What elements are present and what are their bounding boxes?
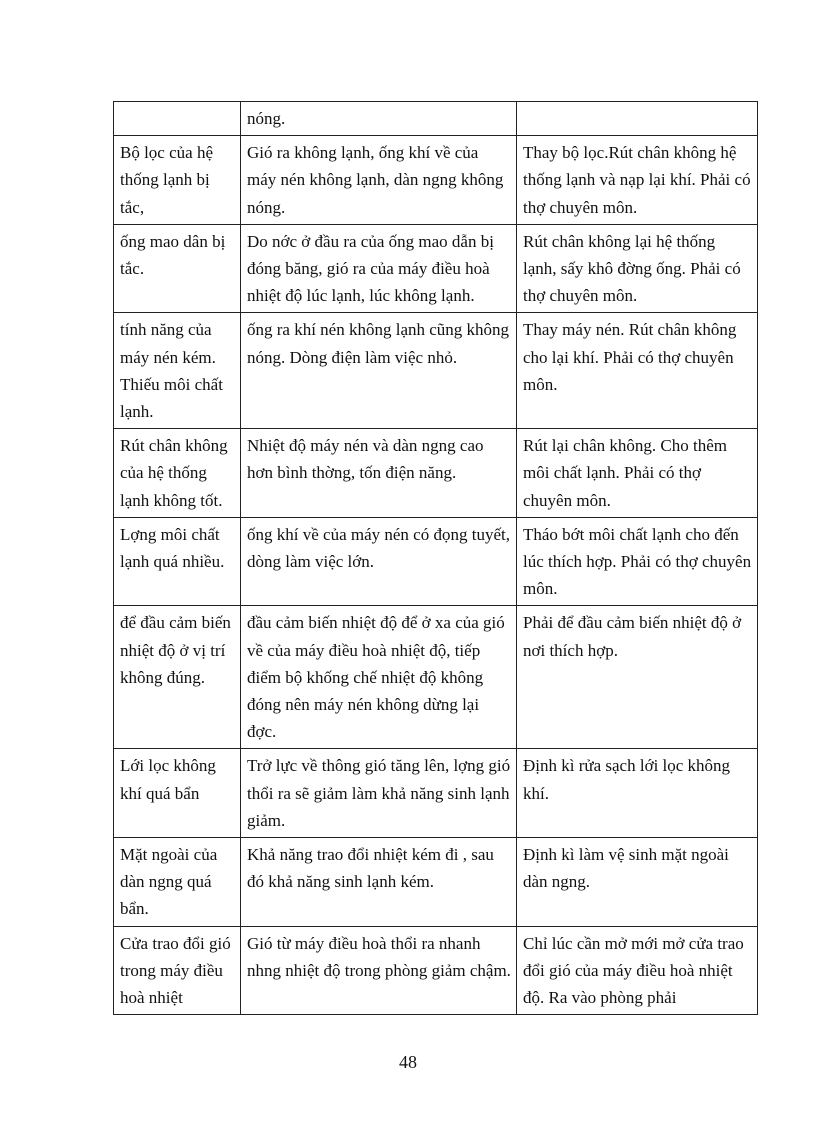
remedy-cell: Phải để đầu cảm biến nhiệt độ ở nơi thích hợp.	[517, 606, 758, 749]
symptom-cell: nóng.	[241, 102, 517, 136]
cause-cell	[114, 102, 241, 136]
table-row	[114, 606, 758, 749]
remedy-cell: Thay bộ lọc.Rút chân không hệ thống lạnh và nạp lại khí. Phải có thợ chuyên môn.	[517, 136, 758, 225]
page-number: 48	[399, 1052, 417, 1072]
remedy-cell	[517, 102, 758, 136]
cause-cell: Lợng môi chất lạnh quá nhiều.	[114, 517, 241, 606]
remedy-cell: Định kì làm vệ sinh mặt ngoài dàn ngng.	[517, 838, 758, 927]
cause-cell: Rút chân không của hệ thống lạnh không tốt.	[114, 429, 241, 518]
table-row	[114, 136, 758, 225]
remedy-cell: Định kì rửa sạch lới lọc không khí.	[517, 749, 758, 838]
symptom-cell: Gió ra không lạnh, ống khí về của máy nén không lạnh, dàn ngng không nóng.	[241, 136, 517, 225]
table-row	[114, 313, 758, 429]
cause-cell: Mặt ngoài của dàn ngng quá bẩn.	[114, 838, 241, 927]
symptom-cell: Khả năng trao đổi nhiệt kém đi , sau đó khả năng sinh lạnh kém.	[241, 838, 517, 927]
table-row	[114, 838, 758, 927]
remedy-cell: Thay máy nén. Rút chân không cho lại khí. Phải có thợ chuyên môn.	[517, 313, 758, 429]
table-row	[114, 429, 758, 518]
symptom-cell: Nhiệt độ máy nén và dàn ngng cao hơn bình thờng, tốn điện năng.	[241, 429, 517, 518]
remedy-cell: Chỉ lúc cần mở mới mở cửa trao đổi gió của máy điều hoà nhiệt độ. Ra vào phòng phải	[517, 926, 758, 1015]
table-row	[114, 224, 758, 313]
table-row	[114, 926, 758, 1015]
symptom-cell: Gió từ máy điều hoà thổi ra nhanh nhng nhiệt độ trong phòng giảm chậm.	[241, 926, 517, 1015]
cause-cell: để đầu cảm biến nhiệt độ ở vị trí không đúng.	[114, 606, 241, 749]
table-row	[114, 102, 758, 136]
symptom-cell: đầu cảm biến nhiệt độ để ở xa của gió về của máy điều hoà nhiệt độ, tiếp điểm bộ khống chế nhiệt độ không đóng nên máy nén không dừng lại đợc.	[241, 606, 517, 749]
cause-cell: ống mao dân bị tắc.	[114, 224, 241, 313]
symptom-cell: Trở lực về thông gió tăng lên, lợng gió thổi ra sẽ giảm làm khả năng sinh lạnh giảm.	[241, 749, 517, 838]
symptom-cell: ống ra khí nén không lạnh cũng không nóng. Dòng điện làm việc nhỏ.	[241, 313, 517, 429]
cause-cell: Lới lọc không khí quá bẩn	[114, 749, 241, 838]
remedy-cell: Tháo bớt môi chất lạnh cho đến lúc thích hợp. Phải có thợ chuyên môn.	[517, 517, 758, 606]
cause-cell: Cửa trao đổi gió trong máy điều hoà nhiệt	[114, 926, 241, 1015]
cause-cell: tính năng của máy nén kém. Thiếu môi chất lạnh.	[114, 313, 241, 429]
remedy-cell: Rút chân không lại hệ thống lạnh, sấy khô đờng ống. Phải có thợ chuyên môn.	[517, 224, 758, 313]
symptom-cell: ống khí về của máy nén có đọng tuyết, dòng làm việc lớn.	[241, 517, 517, 606]
cause-cell: Bộ lọc của hệ thống lạnh bị tắc,	[114, 136, 241, 225]
troubleshooting-table	[113, 101, 758, 1015]
table-row	[114, 517, 758, 606]
remedy-cell: Rút lại chân không. Cho thêm môi chất lạnh. Phải có thợ chuyên môn.	[517, 429, 758, 518]
table-row	[114, 749, 758, 838]
symptom-cell: Do nớc ở đầu ra của ống mao dẫn bị đóng băng, gió ra của máy điều hoà nhiệt độ lúc lạnh, lúc không lạnh.	[241, 224, 517, 313]
